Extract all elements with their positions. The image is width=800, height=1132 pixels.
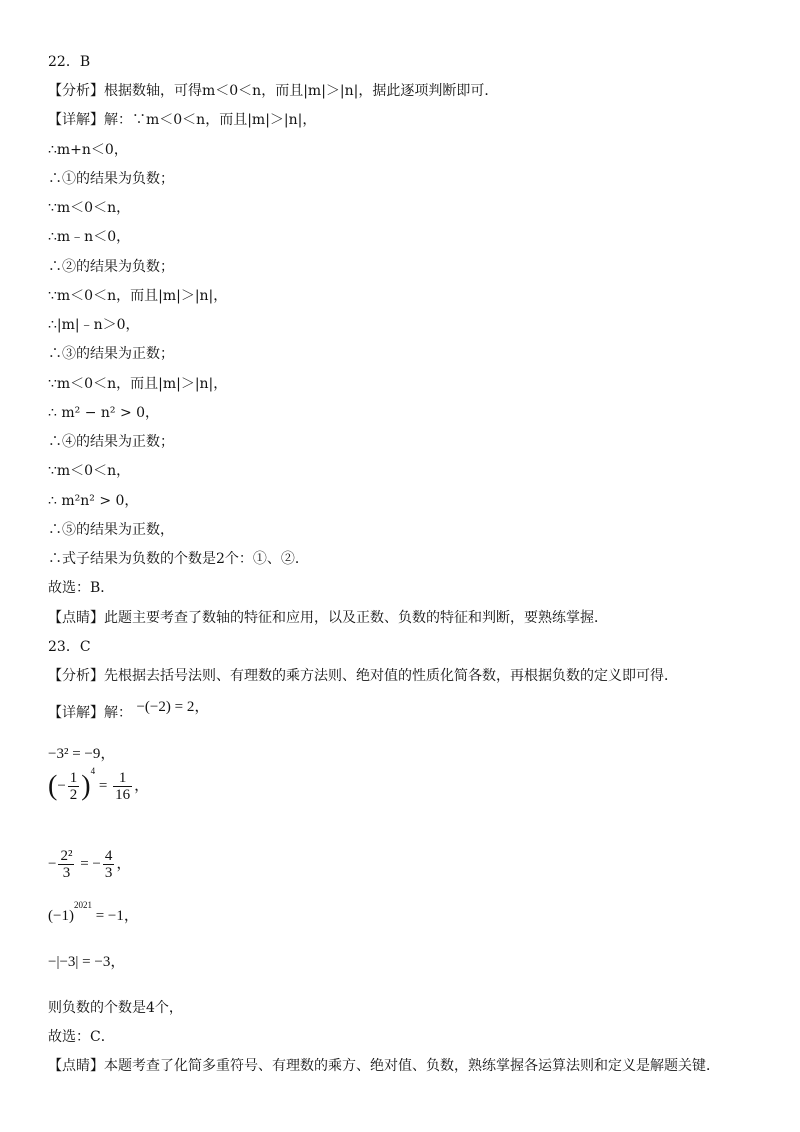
q22-line-7: ∴|m|﹣n＞0， (48, 317, 140, 333)
q23-eq-3: (− $\frac{1}{2}$ )$^4$ = $\frac{1}{16}$ ， (48, 765, 150, 803)
q23-eq3-fraction: $\frac{1}{2}$ (69, 770, 78, 803)
q23-header: 23．C (48, 639, 91, 655)
q23-analysis: 【分析】先根据去括号法则、有理数的乘方法则、绝对值的性质化简各数，再根据负数的定义即可得． (48, 668, 678, 684)
q22-line-6: ∵m＜0＜n，而且|m|＞|n|， (48, 288, 228, 304)
q23-eq4-fraction: $\frac{\text{2²}}{3}$ (60, 848, 73, 881)
q23-eq-2: −3² = −9， (48, 746, 116, 762)
q23-eq-6: −|−3| = −3， (48, 954, 126, 970)
q22-line-4: ∴m﹣n＜0， (48, 229, 131, 245)
q22-line-3: ∵m＜0＜n， (48, 200, 131, 216)
q22-analysis: 【分析】根据数轴，可得m＜0＜n，而且|m|＞|n|，据此逐项判断即可． (48, 83, 499, 99)
q22-header: 22．B (48, 54, 91, 70)
q22-line-2: ∴①的结果为负数； (48, 171, 174, 187)
q22-line-11: ∴④的结果为正数； (48, 434, 174, 450)
q23-detail-line (48, 699, 210, 723)
q22-detail-intro: 【详解】解：∵m＜0＜n，而且|m|＞|n|， (48, 112, 317, 128)
q23-count: 则负数的个数是4个， (48, 1000, 183, 1016)
q23-choice: 故选：C． (48, 1029, 115, 1045)
q23-detail-intro: 【详解】解： (48, 705, 132, 721)
q23-eq3-result: $\frac{1}{16}$ (115, 770, 131, 803)
q23-eq4-result: $\frac{4}{3}$ (104, 848, 113, 881)
q23-eq-1: −(−2) = 2， (136, 699, 210, 715)
q22-line-15: ∴式子结果为负数的个数是2个：①、②． (48, 551, 309, 567)
q22-line-9: ∵m＜0＜n，而且|m|＞|n|， (48, 376, 228, 392)
q22-line-1: ∴m+n＜0， (48, 142, 128, 158)
q22-line-12: ∵m＜0＜n， (48, 463, 131, 479)
q23-eq-5: $(-1)^{2021} = -1$， (48, 900, 139, 924)
q22-line-13: ∴ m²n² > 0， (48, 493, 139, 509)
q22-comment: 【点睛】此题主要考查了数轴的特征和应用，以及正数、负数的特征和判断，要熟练掌握． (48, 610, 608, 626)
q22-line-10: ∴ m² − n² > 0， (48, 405, 160, 421)
q22-line-8: ∴③的结果为正数； (48, 346, 174, 362)
q22-line-16: 故选：B． (48, 580, 115, 596)
q22-line-5: ∴②的结果为负数； (48, 259, 174, 275)
q22-line-14: ∴⑤的结果为正数， (48, 522, 174, 538)
q23-eq-4: − $\frac{\text{2²}}{3}$ = − $\frac{4}{3}$ ， (48, 848, 132, 881)
q23-comment: 【点睛】本题考查了化简多重符号、有理数的乘方、绝对值、负数，熟练掌握各运算法则和定义是解题关键． (48, 1058, 720, 1074)
